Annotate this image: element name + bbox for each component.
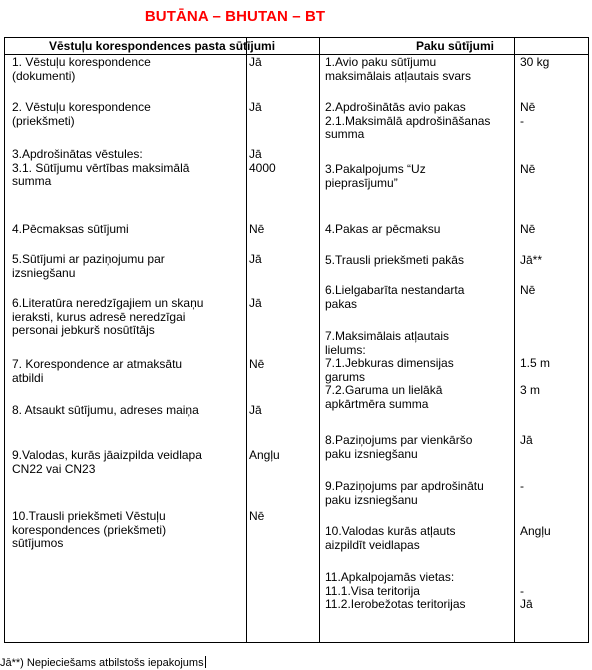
footnote <box>0 656 206 669</box>
column-divider <box>514 38 515 642</box>
left-row-value: Angļu <box>249 448 280 462</box>
left-row-label: 8. Atsaukt sūtījumu, adreses maiņa <box>12 403 199 417</box>
right-row-value: 1.5 m 3 m <box>520 356 551 397</box>
right-row-value: Nē <box>520 162 536 176</box>
right-row-label: 5.Trausli priekšmeti pakās <box>325 253 464 267</box>
page-title: BUTĀNA – BHUTAN – BT <box>144 8 326 25</box>
column-divider <box>319 38 320 642</box>
right-row-label: 11.Apkalpojamās vietas: 11.1.Visa teritorija 11.2.Ierobežotas teritorijas <box>325 570 466 611</box>
left-row-label: 7. Korespondence ar atmaksātu atbildi <box>12 357 183 385</box>
right-row-label: 9.Paziņojums par apdrošinātu paku izsniegšanu <box>325 479 484 507</box>
right-row-value: Nē <box>520 222 536 236</box>
right-row-value: Nē - <box>520 100 536 128</box>
left-row-label: 9.Valodas, kurās jāaizpilda veidlapa CN22 vai CN23 <box>12 448 202 476</box>
left-row-value: Jā <box>249 403 262 417</box>
left-row-label: 2. Vēstuļu korespondence (priekšmeti) <box>12 100 151 128</box>
footnote-text: Jā**) Nepieciešams atbilstošs iepakojums <box>0 657 204 669</box>
right-row-label: 8.Paziņojums par vienkāršo paku izsniegšanu <box>325 433 473 461</box>
right-row-value: Nē <box>520 283 536 297</box>
right-row-label: 3.Pakalpojums “Uz pieprasījumu” <box>325 162 426 190</box>
right-row-value: Angļu <box>520 524 551 538</box>
left-row-label: 4.Pēcmaksas sūtījumi <box>12 222 129 236</box>
left-row-label: 3.Apdrošinātas vēstules: 3.1. Sūtījumu vērtības maksimālā summa <box>12 147 190 188</box>
left-row-value: Jā 4000 <box>249 147 276 175</box>
left-row-value: Nē <box>249 357 265 371</box>
left-row-label: 1. Vēstuļu korespondence (dokumenti) <box>12 55 151 83</box>
right-row-label: 2.Apdrošinātās avio pakas 2.1.Maksimālā apdrošināšanas summa <box>325 100 491 141</box>
right-row-label: 10.Valodas kurās atļauts aizpildīt veidlapas <box>325 524 456 552</box>
left-row-value: Nē <box>249 222 265 236</box>
right-row-label: 1.Avio paku sūtījumu maksimālais atļautais svars <box>325 55 472 83</box>
services-table <box>4 37 589 643</box>
right-row-label: 7.Maksimālais atļautais lielums: 7.1.Jebkuras dimensijas garums 7.2.Garuma un lielākā apkārtmēra summa <box>325 329 454 411</box>
left-row-value: Jā <box>249 100 262 114</box>
left-row-value: Jā <box>249 296 262 310</box>
right-row-value: 30 kg <box>520 55 550 69</box>
right-row-label: 4.Pakas ar pēcmaksu <box>325 222 441 236</box>
left-row-value: Jā <box>249 252 262 266</box>
column-divider <box>246 38 247 642</box>
right-row-label: 6.Lielgabarīta nestandarta pakas <box>325 283 465 311</box>
right-row-value: - Jā <box>520 583 533 611</box>
header-parcel-services: Paku sūtījumi <box>415 39 495 53</box>
left-row-value: Nē <box>249 509 265 523</box>
right-row-value: Jā <box>520 433 533 447</box>
right-row-value: Jā** <box>520 253 543 267</box>
text-cursor <box>205 656 206 668</box>
left-row-value: Jā <box>249 55 262 69</box>
left-row-label: 5.Sūtījumi ar paziņojumu par izsniegšanu <box>12 252 165 280</box>
header-letter-services: Vēstuļu korespondences pasta sūtījumi <box>48 39 276 53</box>
left-row-label: 6.Literatūra neredzīgajiem un skaņu ieraksti, kurus adresē neredzīgai personai jebkurš nosūtītājs <box>12 296 204 337</box>
left-row-label: 10.Trausli priekšmeti Vēstuļu korespondences (priekšmeti) sūtījumos <box>12 509 167 550</box>
right-row-value: - <box>520 479 524 493</box>
